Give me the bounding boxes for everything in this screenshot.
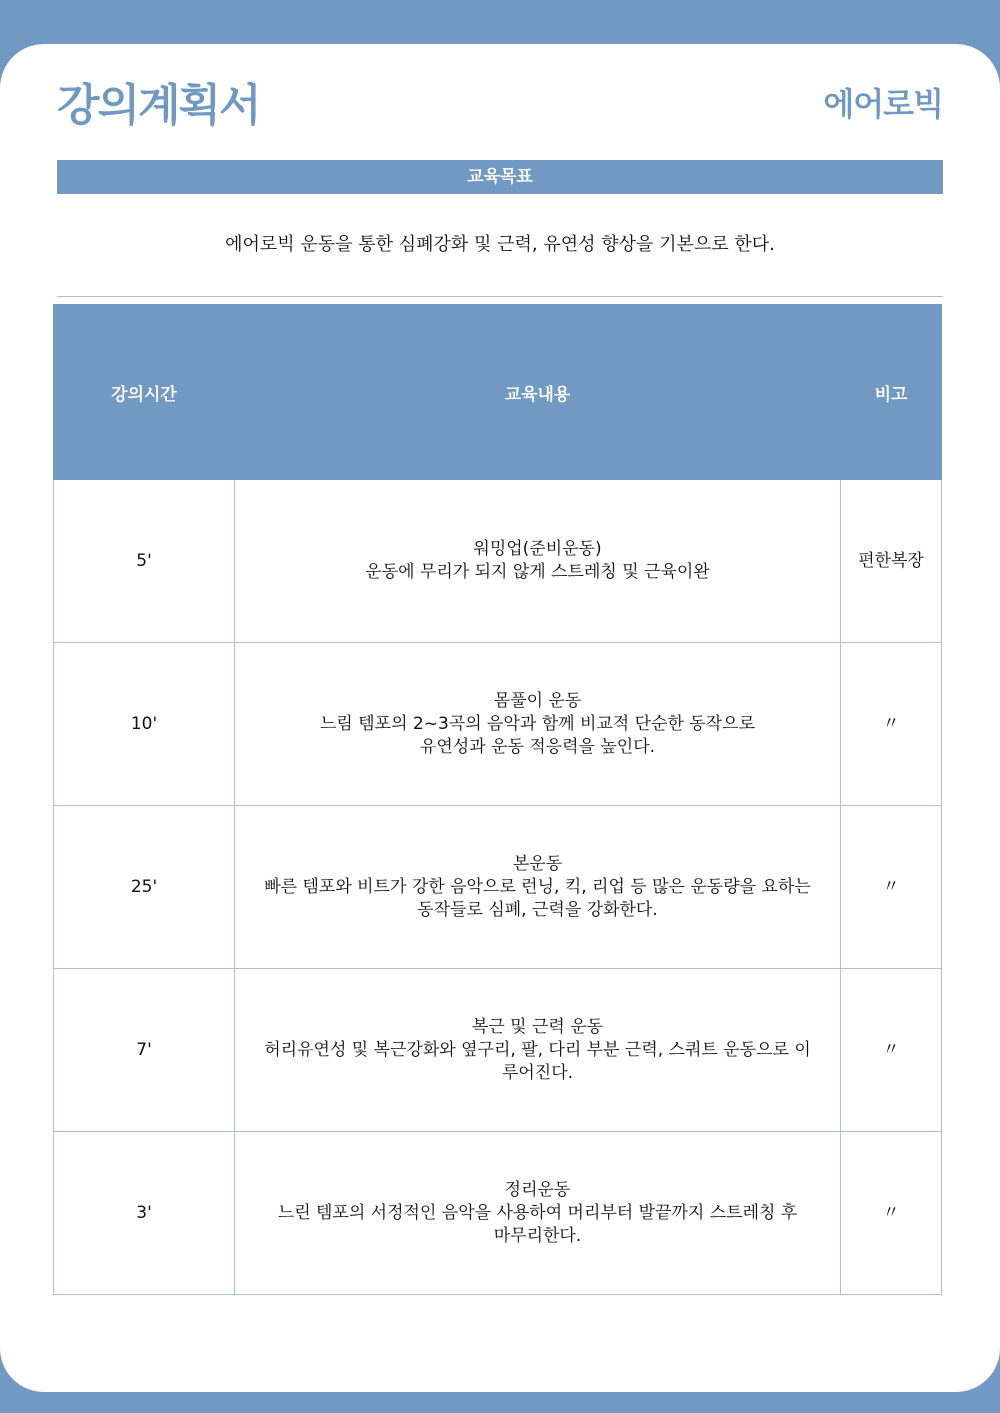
content-line: 본운동	[512, 853, 563, 874]
content-line: 유연성과 운동 적응력을 높인다.	[419, 736, 656, 757]
table-header-row	[54, 305, 942, 480]
note-cell: 〃	[841, 1132, 942, 1295]
table-row	[54, 806, 942, 969]
lecture-time-cell: 7'	[54, 969, 235, 1132]
content-line: 동작들로 심폐, 근력을 강화한다.	[417, 899, 658, 920]
table-row	[54, 480, 942, 643]
content-line: 정리운동	[504, 1179, 571, 1200]
table-row	[54, 643, 942, 806]
content-line: 워밍업(준비운동)	[473, 539, 602, 559]
content-cell	[235, 806, 841, 969]
content-cell	[235, 643, 841, 806]
note-cell: 〃	[841, 643, 942, 806]
lecture-plan-table	[53, 304, 942, 1295]
table-row	[54, 969, 942, 1132]
note-cell: 〃	[841, 969, 942, 1132]
subject-name: 에어로빅	[823, 85, 943, 123]
header-lecture-time: 강의시간	[54, 305, 235, 480]
content-line: 느린 템포의 서정적인 음악을 사용하여 머리부터 발끝까지 스트레칭 후	[277, 1202, 798, 1223]
lecture-time-cell: 5'	[54, 480, 235, 643]
content-line: 복근 및 근력 운동	[471, 1016, 604, 1037]
lecture-time-cell: 10'	[54, 643, 235, 806]
section-divider	[57, 296, 943, 297]
goal-text: 에어로빅 운동을 통한 심폐강화 및 근력, 유연성 향상을 기본으로 한다.	[225, 234, 775, 255]
content-line: 몸풀이 운동	[493, 690, 582, 711]
content-line: 빠른 템포와 비트가 강한 음악으로 런닝, 킥, 리업 등 많은 운동량을 요하는	[264, 876, 811, 897]
note-cell: 〃	[841, 806, 942, 969]
content-line: 운동에 무리가 되지 않게 스트레칭 및 근육이완	[365, 562, 710, 582]
content-cell	[235, 969, 841, 1132]
header-content: 교육내용	[235, 305, 841, 480]
header-note: 비고	[841, 305, 942, 480]
content-cell	[235, 1132, 841, 1295]
content-cell	[235, 480, 841, 643]
note-cell: 편한복장	[841, 480, 942, 643]
lecture-time-cell: 25'	[54, 806, 235, 969]
content-line: 허리유연성 및 복근강화와 옆구리, 팔, 다리 부분 근력, 스쿼트 운동으로 이	[264, 1039, 811, 1060]
content-line: 마무리한다.	[493, 1225, 582, 1246]
goal-section-header: 교육목표	[57, 160, 943, 194]
table-row	[54, 1132, 942, 1295]
document-title: 강의계획서	[57, 80, 260, 131]
lecture-time-cell: 3'	[54, 1132, 235, 1295]
content-line: 느림 템포의 2~3곡의 음악과 함께 비교적 단순한 동작으로	[320, 713, 755, 734]
content-line: 루어진다.	[501, 1062, 574, 1083]
